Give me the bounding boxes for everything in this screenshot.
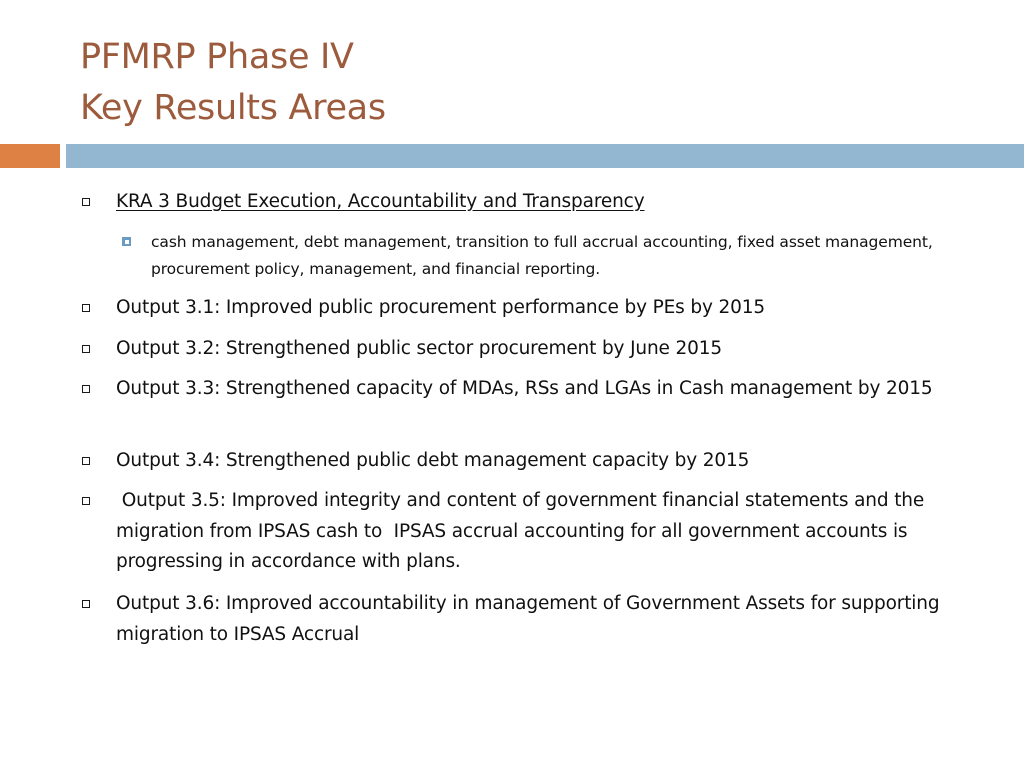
- sub-bullet-text: cash management, debt management, transition to full accrual accounting, fixed asset management, procurement policy, management, and financial reporting.: [151, 233, 933, 278]
- bullet-text: Output 3.2: Strengthened public sector procurement by June 2015: [116, 338, 722, 359]
- hollow-square-bullet-icon: [82, 457, 90, 465]
- accent-bar-blue: [66, 144, 1024, 168]
- hollow-square-bullet-icon: [82, 600, 90, 608]
- hollow-square-bullet-icon: [82, 304, 90, 312]
- hollow-square-bullet-icon: [82, 385, 90, 393]
- title-line-2: Key Results Areas: [80, 88, 386, 128]
- bullet-output-3-5: [116, 486, 976, 578]
- hollow-square-bullet-icon: [82, 497, 90, 505]
- bullet-output-3-4: [116, 446, 976, 477]
- bullet-output-3-1: [116, 293, 976, 324]
- sub-bullet-kra-3-scope: [151, 229, 951, 283]
- bullet-text: Output 3.6: Improved accountability in management of Government Assets for supporting migration to IPSAS Accrual: [116, 593, 940, 645]
- accent-bar-orange: [0, 144, 60, 168]
- hollow-square-bullet-icon: [82, 345, 90, 353]
- bullet-text: Output 3.4: Strengthened public debt management capacity by 2015: [116, 450, 750, 471]
- bullet-kra-3: [116, 187, 976, 218]
- bullet-output-3-3: [116, 374, 976, 405]
- bullet-output-3-6: [116, 589, 976, 650]
- bullet-text: Output 3.3: Strengthened capacity of MDAs, RSs and LGAs in Cash management by 2015: [116, 378, 933, 399]
- bullet-text: Output 3.1: Improved public procurement performance by PEs by 2015: [116, 297, 765, 318]
- filled-square-bullet-icon: [122, 237, 131, 246]
- hollow-square-bullet-icon: [82, 198, 90, 206]
- bullet-text: KRA 3 Budget Execution, Accountability and Transparency: [116, 191, 645, 212]
- bullet-text: Output 3.5: Improved integrity and content of government financial statements and the migration from IPSAS cash to IPSAS accrual accounting for all government accounts is progressing in accordance with plans.: [116, 490, 930, 572]
- bullet-output-3-2: [116, 334, 976, 365]
- slide-title: [80, 32, 980, 134]
- title-line-1: PFMRP Phase IV: [80, 37, 354, 77]
